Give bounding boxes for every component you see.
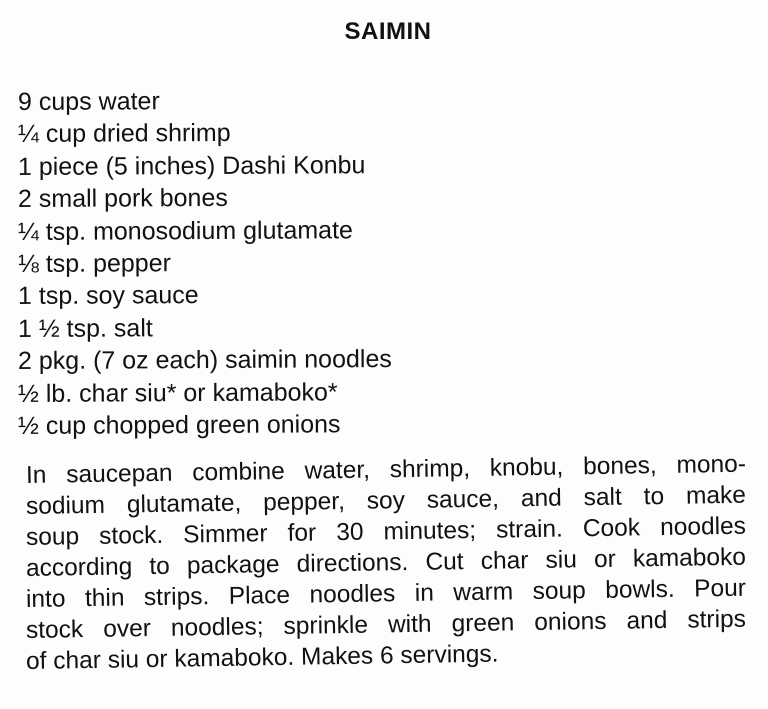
- ingredient-item: ⅛ tsp. pepper: [17, 249, 171, 279]
- ingredient-item: 9 cups water: [17, 87, 160, 116]
- ingredient-item: 2 pkg. (7 oz each) saimin noodles: [17, 345, 392, 376]
- instruction-line: according to package directions. Cut char siu or kamaboko: [25, 543, 747, 582]
- ingredient-list: [18, 86, 392, 442]
- ingredient-item: 1 ½ tsp. salt: [17, 314, 153, 343]
- instruction-line: soup stock. Simmer for 30 minutes; strain. Cook noodles: [25, 512, 747, 551]
- instruction-line: In saucepan combine water, shrimp, knobu, bones, mono-: [25, 450, 747, 489]
- ingredient-item: 2 small pork bones: [17, 184, 228, 214]
- ingredient-item: ¼ tsp. monosodium glutamate: [17, 215, 353, 246]
- ingredient-item: ¼ cup dried shrimp: [17, 119, 231, 149]
- ingredient-item: ½ cup chopped green onions: [17, 410, 341, 441]
- ingredient-item: 1 piece (5 inches) Dashi Konbu: [17, 150, 366, 181]
- ingredient-item: 1 tsp. soy sauce: [17, 281, 199, 311]
- instruction-line: stock over noodles; sprinkle with green onions and strips: [25, 605, 747, 644]
- recipe-title: SAIMIN: [344, 18, 432, 45]
- instruction-line: of char siu or kamaboko. Makes 6 servings.: [25, 640, 499, 675]
- ingredient-item: ½ lb. char siu* or kamaboko*: [17, 377, 338, 408]
- instructions-paragraph: [25, 450, 747, 677]
- instruction-line: into thin strips. Place noodles in warm soup bowls. Pour: [25, 574, 747, 613]
- instruction-line: sodium glutamate, pepper, soy sauce, and salt to make: [25, 481, 747, 520]
